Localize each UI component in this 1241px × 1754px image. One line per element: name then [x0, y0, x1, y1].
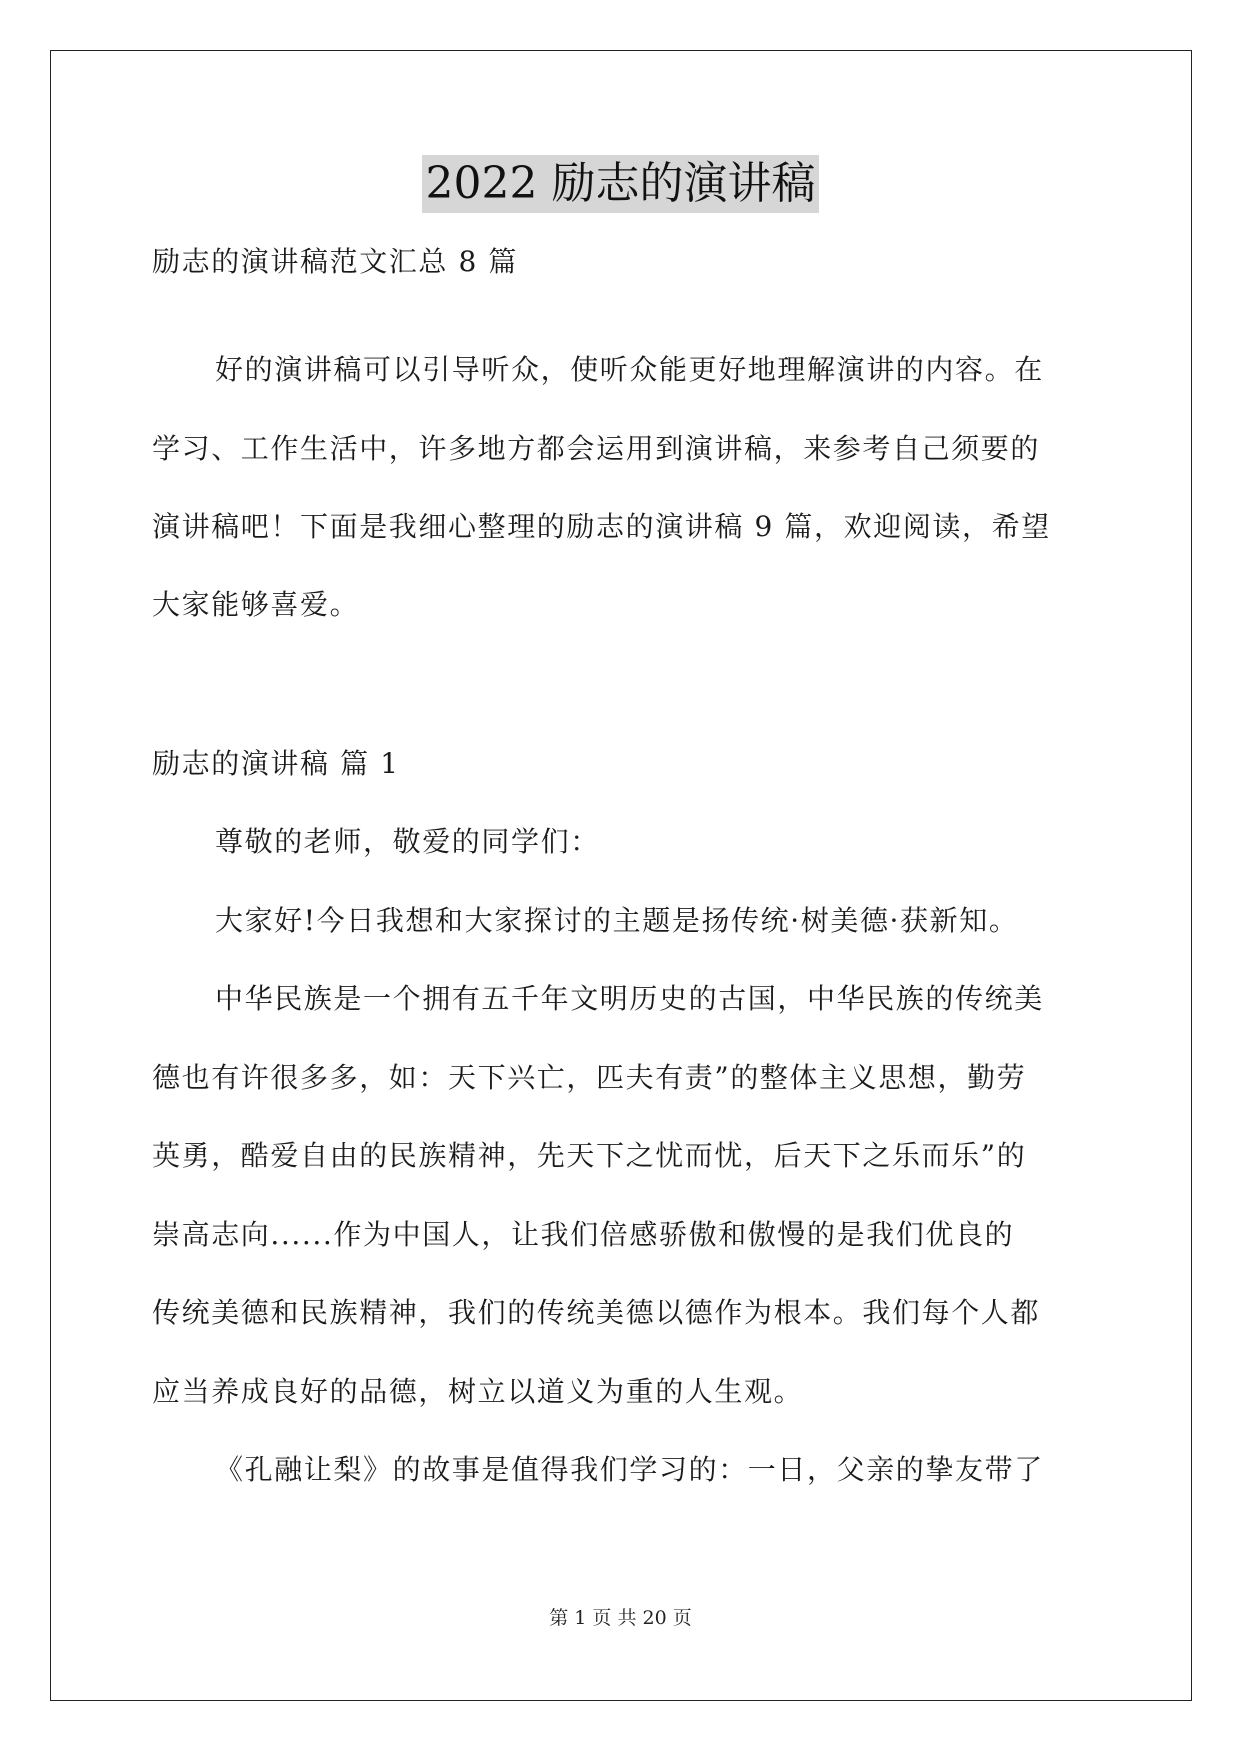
intro-line: 好的演讲稿可以引导听众，使听众能更好地理解演讲的内容。在 — [215, 353, 1044, 386]
greeting-line: 尊敬的老师，敬爱的同学们： — [215, 825, 600, 858]
body-line: 德也有许很多多，如：天下兴亡，匹夫有责”的整体主义思想，勤劳 — [152, 1061, 1027, 1094]
title-container — [0, 155, 1241, 213]
document-subtitle: 励志的演讲稿范文汇总 8 篇 — [152, 245, 519, 278]
intro-line: 大家能够喜爱。 — [152, 588, 360, 621]
body-line: 《孔融让梨》的故事是值得我们学习的：一日，父亲的挚友带了 — [215, 1453, 1044, 1486]
intro-line: 演讲稿吧！下面是我细心整理的励志的演讲稿 9 篇，欢迎阅读，希望 — [152, 510, 1051, 543]
body-line: 传统美德和民族精神，我们的传统美德以德作为根本。我们每个人都 — [152, 1296, 1041, 1329]
body-line: 应当养成良好的品德，树立以道义为重的人生观。 — [152, 1375, 804, 1408]
body-line: 英勇，酷爱自由的民族精神，先天下之忧而忧，后天下之乐而乐”的 — [152, 1139, 1027, 1172]
body-line: 大家好!今日我想和大家探讨的主题是扬传统·树美德·获新知。 — [215, 904, 1019, 937]
body-line: 崇高志向......作为中国人，让我们倍感骄傲和傲慢的是我们优良的 — [152, 1218, 1015, 1251]
page-footer: 第 1 页 共 20 页 — [549, 1607, 692, 1629]
section-heading: 励志的演讲稿 篇 1 — [152, 747, 400, 780]
body-line: 中华民族是一个拥有五千年文明历史的古国，中华民族的传统美 — [215, 982, 1044, 1015]
document-title: 2022 励志的演讲稿 — [422, 155, 820, 213]
intro-line: 学习、工作生活中，许多地方都会运用到演讲稿，来参考自己须要的 — [152, 432, 1041, 465]
